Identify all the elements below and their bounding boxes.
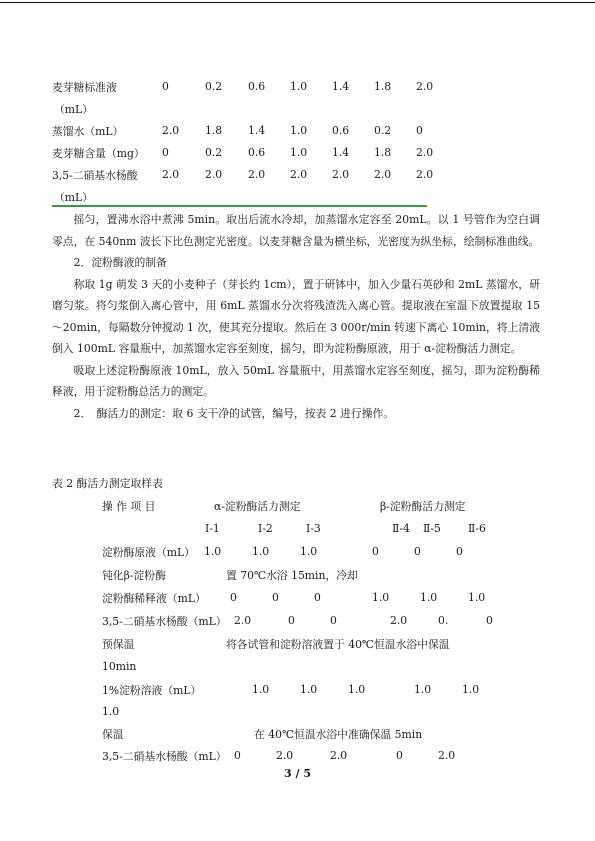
table-cell: 1.0: [300, 545, 318, 558]
row-label: 淀粉酶原液（mL）: [102, 546, 195, 559]
row-label: 3,5-二硝基水杨酸: [52, 169, 138, 182]
page-top-rule: [0, 2, 595, 3]
tube-number: Ⅰ-1: [205, 522, 220, 535]
row-label: 蒸馏水（mL）: [52, 125, 124, 138]
row-label: 钝化β-淀粉酶: [102, 569, 166, 582]
row-label: 麦芽糖含量（mg）: [52, 147, 145, 160]
table-cell: 1.8: [374, 80, 392, 93]
table-cell: 2.0: [162, 124, 180, 137]
table-cell: 0: [416, 124, 423, 137]
table-cell: 2.0: [234, 614, 252, 627]
table-cell: 0: [486, 614, 493, 627]
page-number: 3 / 5: [284, 767, 311, 780]
table-cell: 1.4: [248, 124, 266, 137]
table-cell: 2.0: [390, 614, 408, 627]
body-text: [52, 209, 540, 424]
table-cell: 1.0: [420, 591, 438, 604]
table-cell: 1.8: [374, 146, 392, 159]
table-cell: 0: [414, 545, 421, 558]
section-heading: 2．淀粉酶液的制备: [73, 256, 167, 269]
table-cell: 1.0: [348, 683, 366, 696]
table-cell: 1.0: [468, 591, 486, 604]
table-cell: 0: [230, 591, 237, 604]
table-cell: 1.0: [290, 146, 308, 159]
table-cell: 0: [272, 591, 279, 604]
table-cell: 2.0: [248, 168, 266, 181]
paragraph: 摇匀，置沸水浴中煮沸 5min。取出后流水冷却，加蒸馏水定容至 20mL。以 1 号管作为空白调零点，在 540nm 波长下比色测定光密度。以麦芽糖含量为横坐标，光密度为纵坐标，绘制标准曲线。: [52, 213, 540, 248]
row-label-cont: （mL）: [54, 191, 94, 204]
table-cell: 1.4: [332, 80, 350, 93]
table-cell: 2.0: [276, 749, 294, 762]
table-cell: 0: [162, 80, 169, 93]
table-cell: 2.0: [438, 749, 456, 762]
section-heading: 2． 酶活力的测定：取 6 支干净的试管，编号，按表 2 进行操作。: [73, 406, 395, 420]
table-caption: 表 2 酶活力测定取样表: [52, 477, 163, 490]
table-cell: 2.0: [205, 168, 223, 181]
table-cell: 0: [372, 545, 379, 558]
table-cell: 1.0: [414, 683, 432, 696]
row-note: 在 40℃恒温水浴中准确保温 5min: [254, 728, 423, 741]
table-cell: 1.0: [252, 545, 270, 558]
table-cell: 0: [162, 146, 169, 159]
table-cell: 2.0: [330, 749, 348, 762]
row-label: 淀粉酶稀释液（mL）: [102, 592, 206, 605]
row-label: 预保温: [102, 638, 135, 651]
tube-number: Ⅰ-2: [258, 522, 273, 535]
table-cell: 1.0: [372, 591, 390, 604]
table-cell: 2.0: [290, 168, 308, 181]
table-cell: 0: [396, 749, 403, 762]
row-label: 1%淀粉溶液（mL）: [102, 684, 202, 697]
header-beta: β-淀粉酶活力测定: [380, 500, 466, 513]
table-cell: 1.0: [204, 545, 222, 558]
table-cell: 2.0: [416, 146, 434, 159]
table-cell: 0: [288, 614, 295, 627]
row-note-cont: 10min: [102, 660, 137, 673]
table-cell: 0.6: [332, 124, 350, 137]
row-note: 置 70℃水浴 15min，冷却: [226, 569, 358, 582]
table-cell: 1.0: [290, 80, 308, 93]
row-label: 3,5-二硝基水杨酸（mL）: [102, 750, 227, 763]
table-cell: 0.: [438, 614, 449, 627]
table-cell: 0.2: [374, 124, 392, 137]
tube-number: Ⅱ-5: [423, 522, 441, 535]
table-cell: 0.6: [248, 146, 266, 159]
table-cell: 1.4: [332, 146, 350, 159]
header-item: 操 作 项 目: [102, 500, 156, 513]
table-cell: 0.2: [205, 80, 223, 93]
table-cell-cont: 1.0: [102, 705, 120, 718]
table-cell: 2.0: [416, 80, 434, 93]
tube-number: Ⅱ-6: [468, 522, 486, 535]
tube-number: Ⅰ-3: [306, 522, 321, 535]
paragraph: 吸取上述淀粉酶原液 10mL，放入 50mL 容量瓶中，用蒸馏水定容至刻度，摇匀，即为淀粉酶稀释液，用于淀粉酶总活力的测定。: [52, 363, 540, 398]
table-cell: 2.0: [332, 168, 350, 181]
table-cell: 1.0: [462, 683, 480, 696]
table-cell: 0: [234, 749, 241, 762]
row-label: 麦芽糖标准液: [52, 81, 117, 94]
table-cell: 0: [314, 591, 321, 604]
row-label: 3,5-二硝基水杨酸（mL）: [102, 615, 227, 628]
table-cell: 2.0: [416, 168, 434, 181]
table-cell: 0: [456, 545, 463, 558]
table-cell: 1.8: [205, 124, 223, 137]
table-bottom-rule: [52, 205, 427, 207]
row-note: 将各试管和淀粉溶液置于 40℃恒温水浴中保温: [226, 638, 450, 651]
table-cell: 1.0: [290, 124, 308, 137]
table-cell: 0.2: [205, 146, 223, 159]
table-cell: 0.6: [248, 80, 266, 93]
table-cell: 2.0: [162, 168, 180, 181]
table-cell: 1.0: [300, 683, 318, 696]
table-cell: 2.0: [374, 168, 392, 181]
table-cell: 0: [330, 614, 337, 627]
tube-number: Ⅱ-4: [392, 522, 410, 535]
table-cell: 1.0: [252, 683, 270, 696]
header-alpha: α-淀粉酶活力测定: [214, 500, 301, 513]
paragraph: 称取 1g 萌发 3 天的小麦种子（芽长约 1cm），置于研钵中，加入少量石英砂和 2mL 蒸馏水，研磨匀浆。将匀浆倒入离心管中，用 6mL 蒸馏水分次将残渣洗入离心管。提取液在室温下放置提取 15～20min，每隔数分钟搅动 1 次，使其充分提取。然后在 3 000r/min 转速下离心 10min，将上清液倒入 100mL 容量瓶中，加蒸馏水定容至刻度，摇匀，即为淀粉酶原液，用于 α-淀粉酶活力测定。: [52, 277, 540, 355]
row-label-cont: （mL）: [54, 103, 94, 116]
row-label: 保温: [102, 728, 124, 741]
